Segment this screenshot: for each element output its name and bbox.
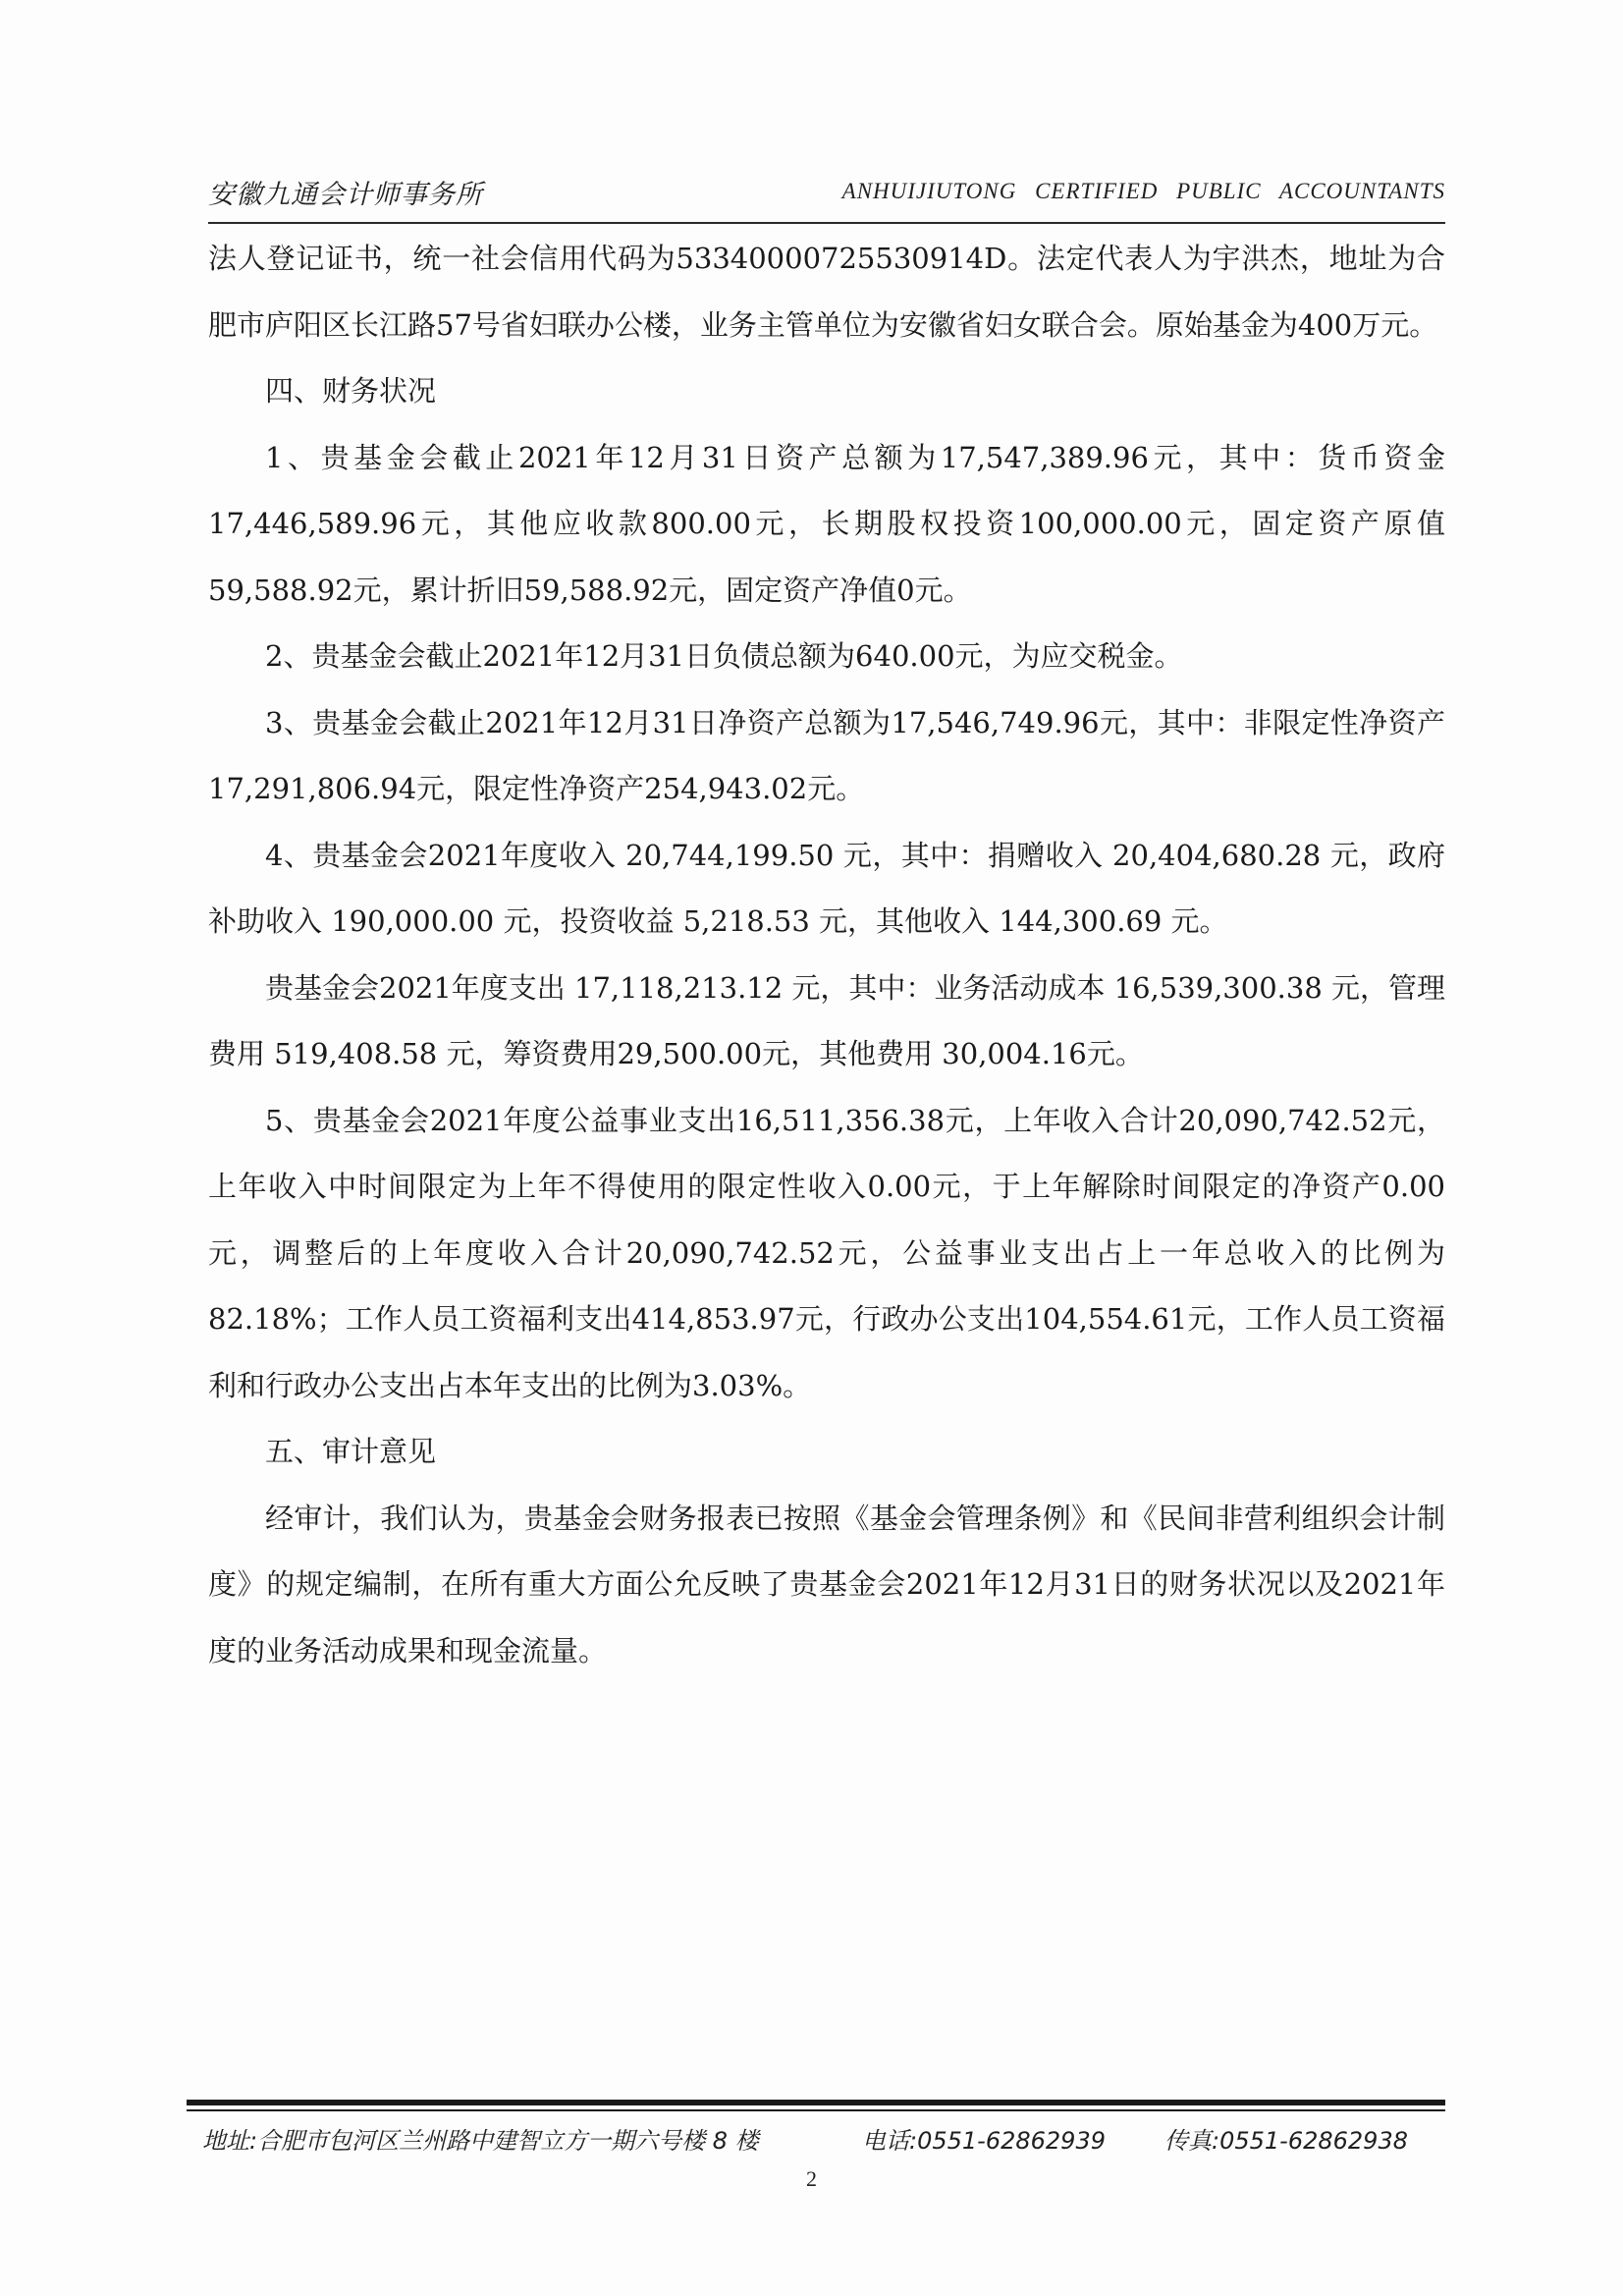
report-body [208,226,1445,1684]
paragraph-audit-opinion: 经审计，我们认为，贵基金会财务报表已按照《基金会管理条例》和《民间非营利组织会计制度》的规定编制，在所有重大方面公允反映了贵基金会2021年12月31日的财务状况以及2021年度的业务活动成果和现金流量。 [208,1501,1445,1667]
page-number: 2 [806,2166,817,2191]
paragraph-assets: 1、贵基金会截止2021年12月31日资产总额为17,547,389.96元，其中：货币资金17,446,589.96元，其他应收款800.00元，长期股权投资100,000.00元，固定资产原值59,588.92元，累计折旧59,588.92元，固定资产净值0元。 [208,440,1445,607]
paragraph-liabilities: 2、贵基金会截止2021年12月31日负债总额为640.00元，为应交税金。 [265,639,1183,673]
heading-audit-opinion: 五、审计意见 [265,1435,437,1468]
footer-fax: 传真:0551-62862938 [1164,2127,1408,2155]
footer-phone: 电话:0551-62862939 [862,2127,1106,2155]
footer-divider-thick [187,2100,1445,2105]
paragraph-income: 4、贵基金会2021年度收入 20,744,199.50 元，其中：捐赠收入 20,404,680.28 元，政府补助收入 190,000.00 元，投资收益 5,218.53 元，其他收入 144,300.69 元。 [208,838,1445,938]
page-header [208,173,1445,216]
header-divider [208,222,1445,224]
page-footer [202,2121,1445,2160]
paragraph-net-assets: 3、贵基金会截止2021年12月31日净资产总额为17,546,749.96元，其中：非限定性净资产17,291,806.94元，限定性净资产254,943.02元。 [208,705,1445,805]
paragraph-public-welfare: 5、贵基金会2021年度公益事业支出16,511,356.38元，上年收入合计20,090,742.52元，上年收入中时间限定为上年不得使用的限定性收入0.00元，于上年解除时间限定的净资产0.00元，调整后的上年度收入合计20,090,742.52元，公益事业支出占上一年总收入的比例为82.18%；工作人员工资福利支出414,853.97元，行政办公支出104,554.61元，工作人员工资福利和行政办公支出占本年支出的比例为3.03%。 [208,1103,1445,1402]
footer-divider-thin [187,2109,1445,2111]
paragraph-expenditure: 贵基金会2021年度支出 17,118,213.12 元，其中：业务活动成本 16,539,300.38 元，管理费用 519,408.58 元，筹资费用29,500.00元，其他费用 30,004.16元。 [208,970,1445,1070]
heading-financial-status: 四、财务状况 [265,374,437,408]
firm-name-english: ANHUIJIUTONG CERTIFIED PUBLIC ACCOUNTANTS [841,179,1445,203]
footer-address: 地址:合肥市包河区兰州路中建智立方一期六号楼 8 楼 [202,2127,759,2155]
paragraph-intro: 法人登记证书，统一社会信用代码为53340000725530914D。法定代表人为宇洪杰，地址为合肥市庐阳区长江路57号省妇联办公楼，业务主管单位为安徽省妇女联合会。原始基金为400万元。 [208,242,1445,342]
firm-name-chinese: 安徽九通会计师事务所 [208,180,483,210]
